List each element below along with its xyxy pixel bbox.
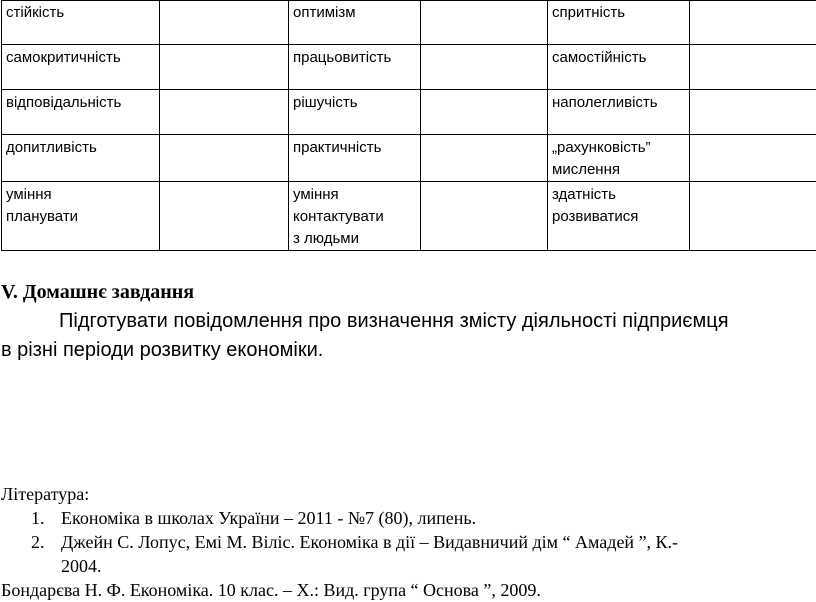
homework-line: в різні періоди розвитку економіки.: [1, 339, 324, 361]
table-cell-trait: працьовитість: [289, 45, 421, 90]
table-cell-empty: [421, 90, 548, 135]
table-cell-trait: спритність: [548, 1, 690, 45]
homework-heading: V. Домашнє завдання: [1, 281, 195, 303]
table-cell-empty: [421, 135, 548, 182]
table-cell-trait: оптимізм: [289, 1, 421, 45]
literature-section: [1, 482, 816, 602]
table-cell-empty: [690, 45, 816, 90]
table-cell-trait: самостійність: [548, 45, 690, 90]
table-cell-empty: [690, 90, 816, 135]
table-cell-empty: [160, 90, 289, 135]
table-cell-trait: практичність: [289, 135, 421, 182]
table-cell-empty: [421, 45, 548, 90]
literature-list: [1, 506, 816, 578]
list-item-text: Економіка в школах України – 2011 - №7 (80), липень.: [61, 508, 477, 528]
traits-table: [1, 0, 816, 251]
table-cell-trait: самокритичність: [2, 45, 160, 90]
table-cell-empty: [160, 135, 289, 182]
literature-extra-source: Бондарєва Н. Ф. Економіка. 10 клас. – Х.: Вид. група “ Основа ”, 2009.: [1, 580, 541, 600]
table-cell-trait: наполегливість: [548, 90, 690, 135]
table-cell-empty: [421, 1, 548, 45]
table-cell-trait: уміння контактувати з людьми: [289, 182, 421, 251]
table-cell-empty: [690, 135, 816, 182]
literature-title: Література:: [1, 484, 90, 504]
list-item: [1, 530, 816, 578]
table-cell-empty: [690, 1, 816, 45]
list-item-number: 2.: [31, 532, 45, 552]
list-item-number: 1.: [31, 508, 45, 528]
table-cell-trait: стійкість: [2, 1, 160, 45]
table-row: [2, 1, 816, 45]
list-item: [1, 506, 816, 530]
table-cell-empty: [690, 182, 816, 251]
table-cell-trait: рішучість: [289, 90, 421, 135]
table-cell-trait: уміння планувати: [2, 182, 160, 251]
table-row: [2, 45, 816, 90]
table-cell-trait: „рахунковість” мислення: [548, 135, 690, 182]
table-cell-empty: [160, 1, 289, 45]
table-cell-trait: здатність розвиватися: [548, 182, 690, 251]
table-cell-empty: [160, 182, 289, 251]
table-cell-empty: [421, 182, 548, 251]
table-row: [2, 135, 816, 182]
table-cell-trait: допитливість: [2, 135, 160, 182]
table-row: [2, 182, 816, 251]
homework-text: [1, 307, 816, 365]
homework-line: Підготувати повідомлення про визначення змісту діяльності підприємця: [59, 310, 729, 332]
table-cell-trait: відповідальність: [2, 90, 160, 135]
table-cell-empty: [160, 45, 289, 90]
list-item-text: Джейн С. Лопус, Емі М. Віліс. Економіка в дії – Видавничий дім “ Амадей ”, К.- 2004.: [61, 532, 679, 576]
table-row: [2, 90, 816, 135]
